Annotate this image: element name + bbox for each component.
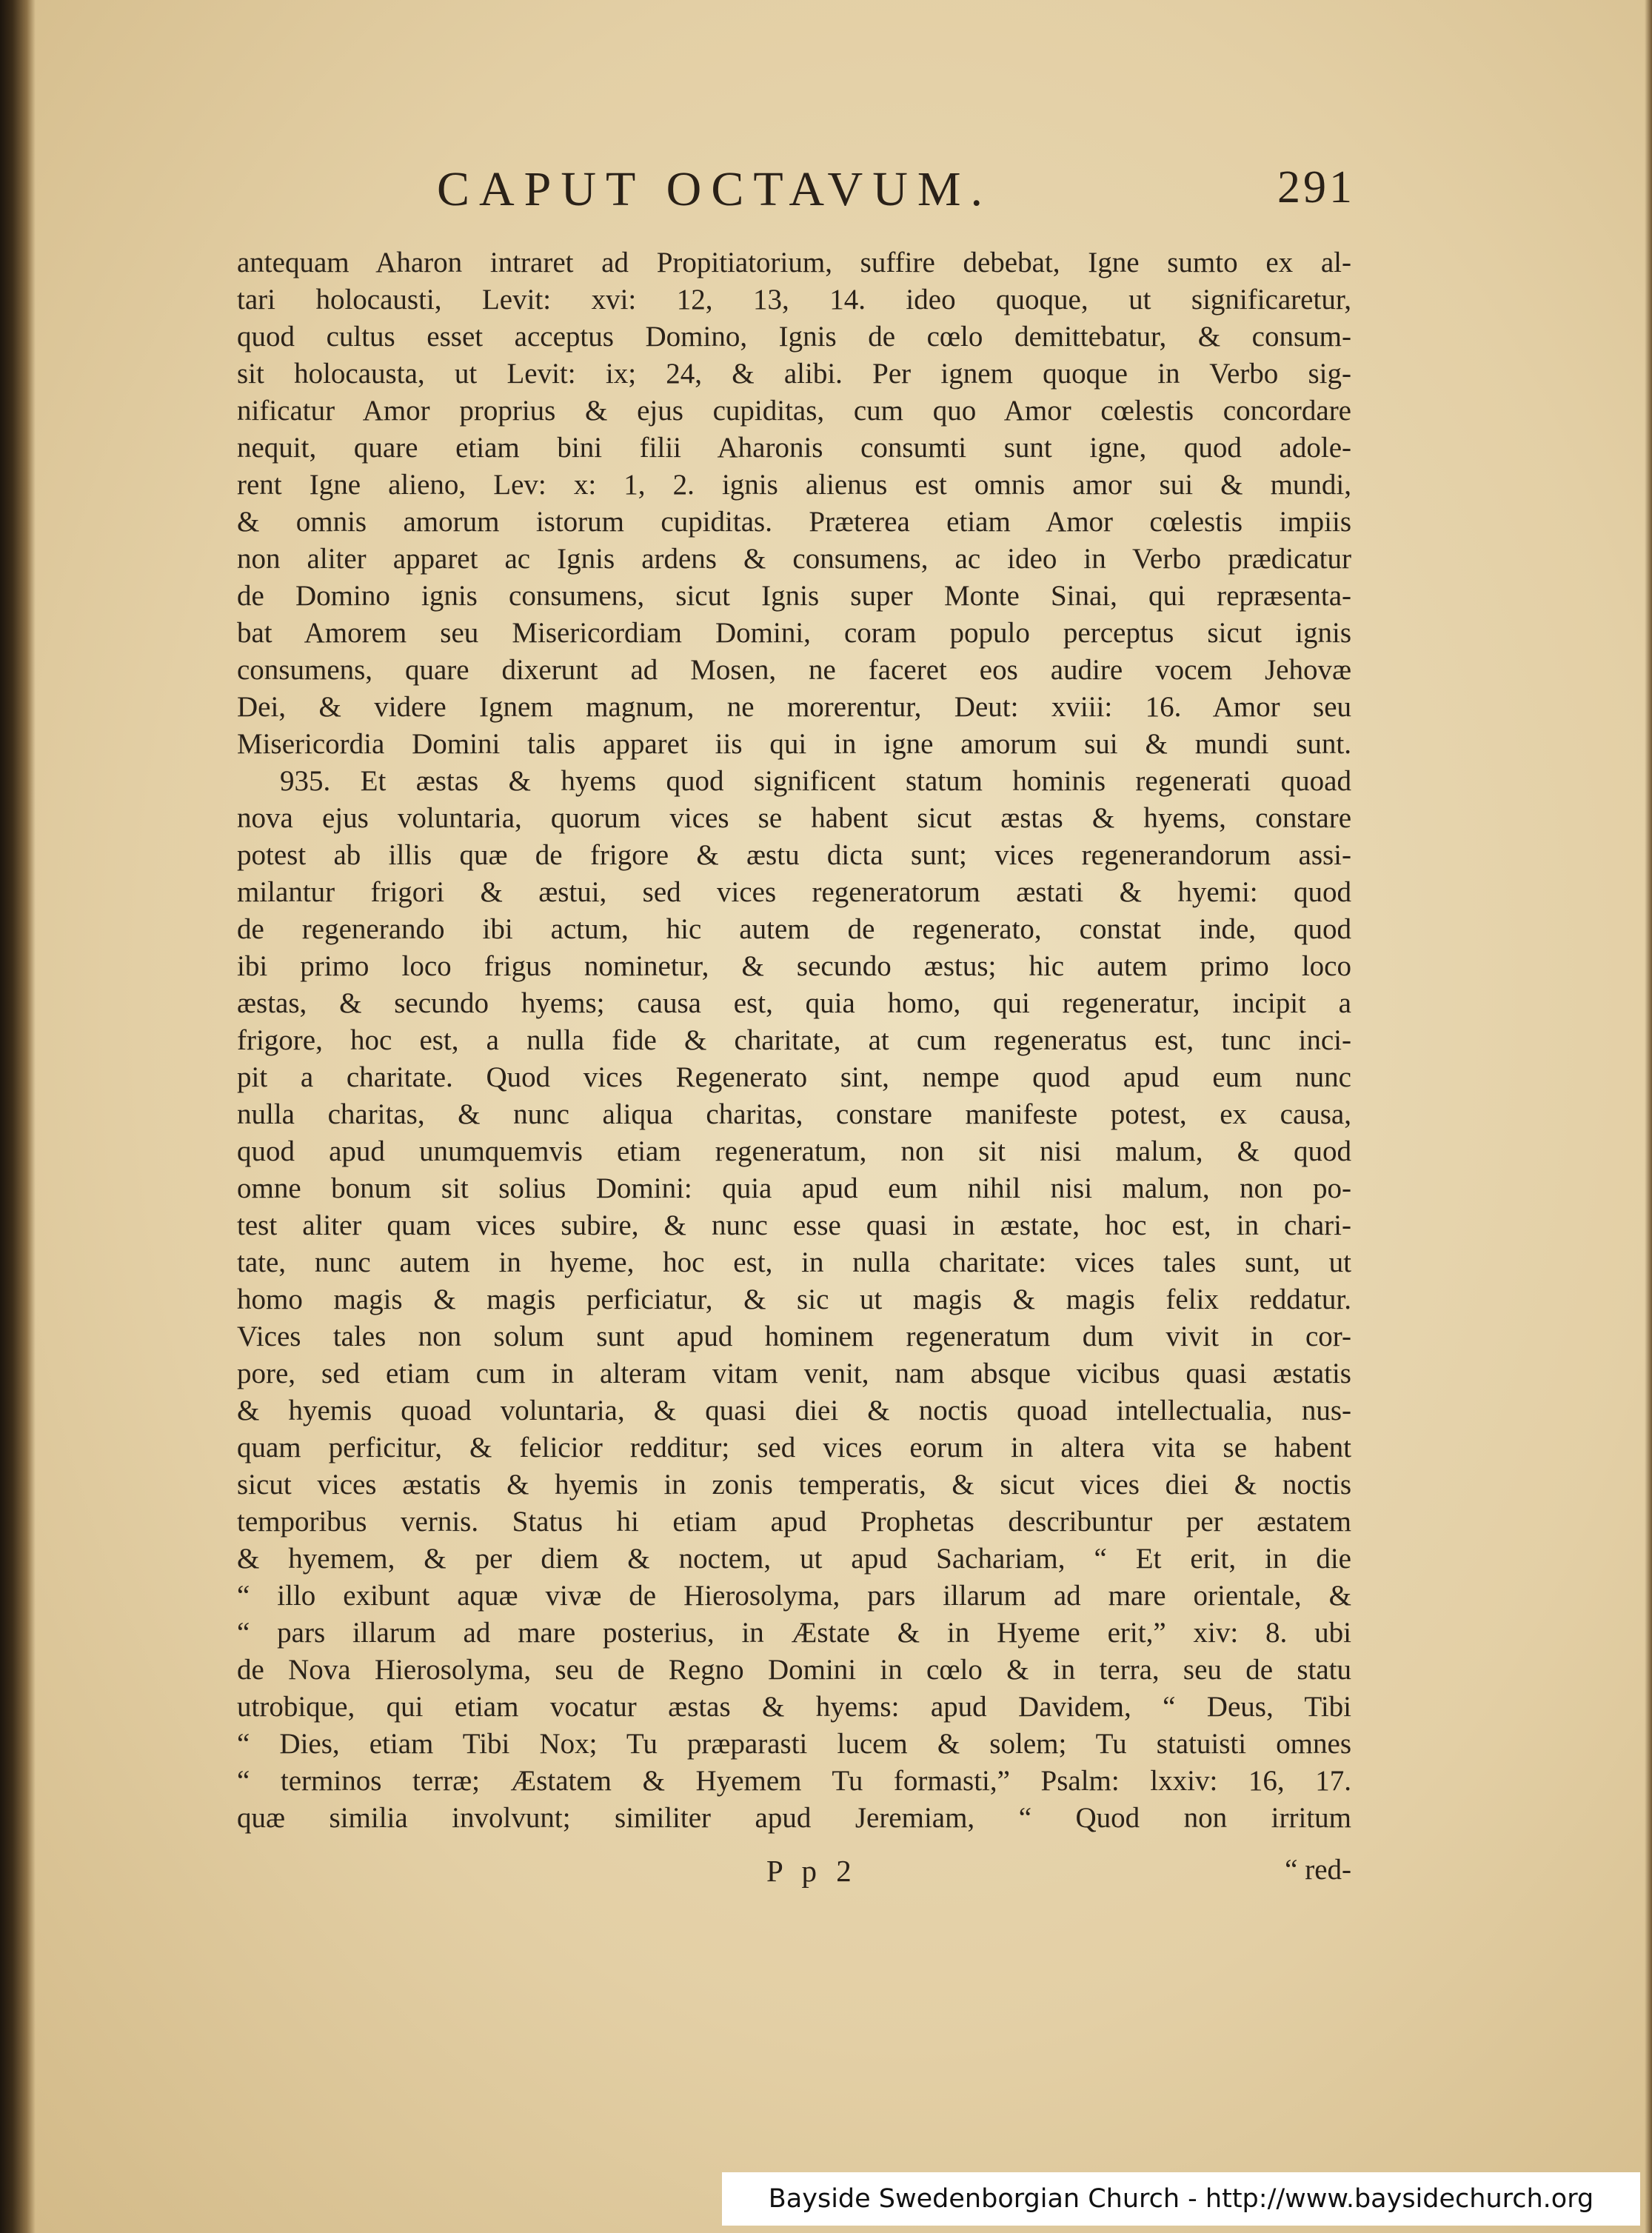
page-number: 291 [1277,162,1355,213]
text-line: pore, sed etiam cum in alteram vitam venit, nam absque vicibus quasi æstatis [237,1358,1351,1389]
text-line: milantur frigori & æstui, sed vices regeneratorum æstati & hyemi: quod [237,876,1351,908]
text-line: pit a charitate. Quod vices Regenerato sint, nempe quod apud eum nunc [237,1061,1351,1093]
text-line: de Domino ignis consumens, sicut Ignis super Monte Sinai, qui repræsenta- [237,580,1351,612]
text-line: tari holocausti, Levit: xvi: 12, 13, 14. ideo quoque, ut significaretur, [237,284,1351,316]
text-line: Dei, & videre Ignem magnum, ne morerentur, Deut: xviii: 16. Amor seu [237,691,1351,723]
text-line: quod cultus esset acceptus Domino, Ignis de cœlo demittebatur, & consum- [237,321,1351,353]
text-line: “ Dies, etiam Tibi Nox; Tu præparasti lucem & solem; Tu statuisti omnes [237,1728,1351,1760]
page-edge-shadow [1645,0,1652,2233]
text-line: “ illo exibunt aquæ vivæ de Hierosolyma, pars illarum ad mare orientale, & [237,1580,1351,1612]
text-line: temporibus vernis. Status hi etiam apud Prophetas describuntur per æstatem [237,1506,1351,1538]
text-line: consumens, quare dixerunt ad Mosen, ne faceret eos audire vocem Jehovæ [237,654,1351,686]
text-line: test aliter quam vices subire, & nunc esse quasi in æstate, hoc est, in chari- [237,1209,1351,1241]
text-line: utrobique, qui etiam vocatur æstas & hyems: apud Davidem, “ Deus, Tibi [237,1691,1351,1723]
text-line: frigore, hoc est, a nulla fide & charitate, at cum regeneratus est, tunc inci- [237,1024,1351,1056]
text-line: nulla charitas, & nunc aliqua charitas, constare manifeste potest, ex causa, [237,1098,1351,1130]
text-line: de Nova Hierosolyma, seu de Regno Domini in cœlo & in terra, seu de statu [237,1654,1351,1686]
text-line: nequit, quare etiam bini filii Aharonis consumti sunt igne, quod adole- [237,432,1351,464]
text-line: nova ejus voluntaria, quorum vices se habent sicut æstas & hyems, constare [237,802,1351,834]
text-line: non aliter apparet ac Ignis ardens & consumens, ac ideo in Verbo prædicatur [237,543,1351,575]
text-line: nificatur Amor proprius & ejus cupiditas, cum quo Amor cœlestis concordare [237,395,1351,427]
body-text [237,244,1351,1837]
text-line: sicut vices æstatis & hyemis in zonis temperatis, & sicut vices diei & noctis [237,1469,1351,1501]
text-line: quæ similia involvunt; similiter apud Jeremiam, “ Quod non irritum [237,1802,1351,1834]
text-line: quod apud unumquemvis etiam regeneratum, non sit nisi malum, & quod [237,1135,1351,1167]
text-line: & omnis amorum istorum cupiditas. Præterea etiam Amor cœlestis impiis [237,506,1351,538]
running-header [437,161,1355,228]
text-line: æstas, & secundo hyems; causa est, quia homo, qui regeneratur, incipit a [237,987,1351,1019]
text-line: homo magis & magis perficiatur, & sic ut magis & magis felix reddatur. [237,1284,1351,1315]
text-line: potest ab illis quæ de frigore & æstu dicta sunt; vices regenerandorum assi- [237,839,1351,871]
text-line: & hyemis quoad voluntaria, & quasi diei & noctis quoad intellectualia, nus- [237,1395,1351,1426]
text-line: rent Igne alieno, Lev: x: 1, 2. ignis alienus est omnis amor sui & mundi, [237,469,1351,501]
text-line: Vices tales non solum sunt apud hominem regeneratum dum vivit in cor- [237,1321,1351,1352]
signature-mark: P p 2 [766,1854,857,1888]
page-footer [237,1853,1351,1894]
binding-gutter [0,0,36,2233]
text-line: quam perficitur, & felicior redditur; sed vices eorum in altera vita se habent [237,1432,1351,1463]
text-line: de regenerando ibi actum, hic autem de regenerato, constat inde, quod [237,913,1351,945]
paragraph-start-line: 935. Et æstas & hyems quod significent statum hominis regenerati quoad [280,765,1351,797]
text-line: Misericordia Domini talis apparet iis qui in igne amorum sui & mundi sunt. [237,728,1351,760]
text-line: sit holocausta, ut Levit: ix; 24, & alibi. Per ignem quoque in Verbo sig- [237,358,1351,390]
text-line: bat Amorem seu Misericordiam Domini, coram populo perceptus sicut ignis [237,617,1351,649]
source-watermark: Bayside Swedenborgian Church - http://www.baysidechurch.org [722,2172,1640,2226]
text-line: & hyemem, & per diem & noctem, ut apud Sachariam, “ Et erit, in die [237,1543,1351,1575]
running-title: CAPUT OCTAVUM. [437,162,993,216]
text-line: tate, nunc autem in hyeme, hoc est, in nulla charitate: vices tales sunt, ut [237,1246,1351,1278]
text-line: antequam Aharon intraret ad Propitiatorium, suffire debebat, Igne sumto ex al- [237,247,1351,278]
text-line: ibi primo loco frigus nominetur, & secundo æstus; hic autem primo loco [237,950,1351,982]
text-line: “ pars illarum ad mare posterius, in Æstate & in Hyeme erit,” xiv: 8. ubi [237,1617,1351,1649]
text-line: “ terminos terræ; Æstatem & Hyemem Tu formasti,” Psalm: lxxiv: 16, 17. [237,1765,1351,1797]
text-line: omne bonum sit solius Domini: quia apud eum nihil nisi malum, non po- [237,1172,1351,1204]
catchword: “ red- [1285,1854,1351,1886]
